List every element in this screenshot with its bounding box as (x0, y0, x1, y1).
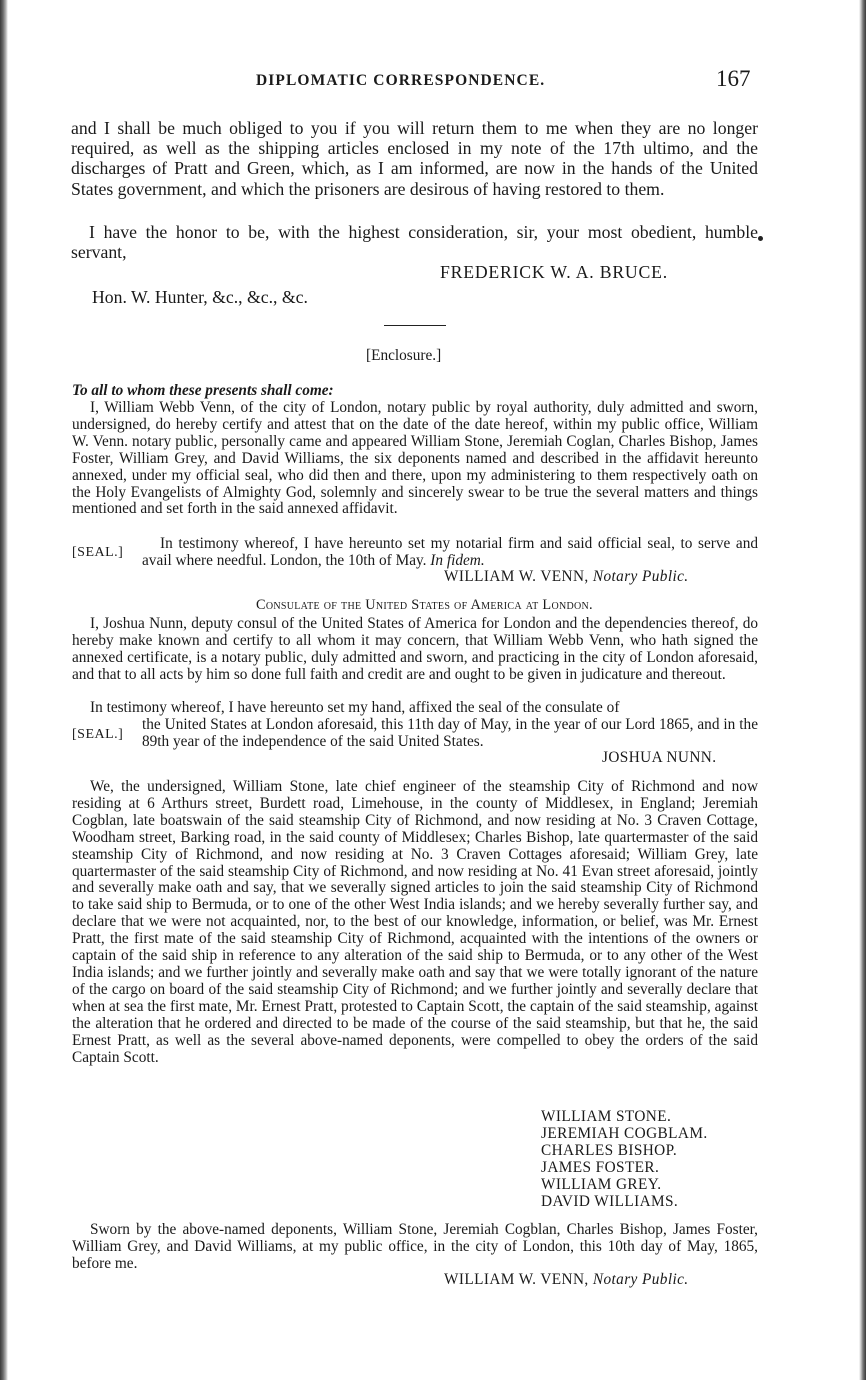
page-number: 167 (716, 66, 751, 91)
letter-signature: FREDERICK W. A. BRUCE. (440, 262, 668, 282)
notary-attestation-text: In testimony whereof, I have hereunto set my notarial firm and said official seal, to serve and avail where needful. London, the 10th of May. (142, 535, 758, 569)
ink-dot (758, 236, 763, 241)
signer-name: CHARLES BISHOP. (541, 1141, 678, 1159)
signer-name: DAVID WILLIAMS. (541, 1192, 679, 1210)
notary-seal-label: [SEAL.] (72, 545, 124, 560)
jurat-signature (444, 1271, 689, 1289)
notary-signature (444, 568, 689, 586)
running-head (0, 66, 866, 96)
consul-attestation-first: In testimony whereof, I have hereunto set my hand, affixed the seal of the consulate of (90, 699, 620, 716)
section-divider (384, 325, 446, 326)
consul-signature: JOSHUA NUNN. (602, 749, 717, 766)
in-fidem: In fidem. (430, 551, 485, 569)
signer-name: JAMES FOSTER. (541, 1158, 660, 1176)
enclosure-label: [Enclosure.] (366, 347, 442, 364)
jurat-text: Sworn by the above-named deponents, William Stone, Jeremiah Cogblan, Charles Bishop, James Foster, William Grey, and David Williams, at my public office, in the city of London, this 10th day of May, 1865, before me. (72, 1221, 758, 1272)
signer-name: WILLIAM GREY. (541, 1175, 662, 1193)
consulate-seal-label: [SEAL.] (72, 727, 124, 742)
notary-certificate: I, William Webb Venn, of the city of London, notary public by royal authority, duly admitted and sworn, undersigned, do hereby certify and attest that on the date of the date hereof, within my public office, William W. Venn. notary public, personally came and appeared William Stone, Jeremiah Coglan, Charles Bishop, James Foster, William Grey, and David Williams, the six deponents named and described in the affidavit hereunto annexed, under my official seal, who did then and there, upon my administering to them respectively oath on the Holy Evangelists of Almighty God, solemnly and sincerely swear to be true the several matters and things mentioned and set forth in the said annexed affidavit. (72, 399, 758, 518)
consulate-heading: Consulate of the United States of America at London. (256, 597, 593, 613)
letter-opening-paragraph: and I shall be much obliged to you if you will return them to me when they are no longer required, as well as the shipping articles enclosed in my note of the 17th ultimo, and the discharges of Pratt and Green, which, as I am informed, are now in the hands of the United States government, and which the prisoners are desirous of having restored to them. (71, 118, 758, 199)
signer-name: WILLIAM STONE. (541, 1108, 672, 1125)
signer-name: JEREMIAH COGBLAM. (541, 1124, 708, 1142)
consul-attestation-rest: the United States at London aforesaid, this 11th day of May, in the year of our Lord 1865, and in the 89th year of the independence of the said United States. (142, 716, 758, 750)
notary-attestation (142, 536, 758, 570)
affidavit-signers (541, 1109, 708, 1210)
running-title: DIPLOMATIC CORRESPONDENCE. (256, 72, 546, 89)
letter-addressee: Hon. W. Hunter, &c., &c., &c. (92, 287, 308, 307)
letter-closing: I have the honor to be, with the highest consideration, sir, your most obedient, humble servant, (71, 222, 758, 263)
enclosure-address-line: To all to whom these presents shall come: (72, 382, 334, 399)
notary-title: Notary Public. (592, 568, 689, 585)
notary-name: WILLIAM W. VENN, (444, 568, 589, 585)
affidavit-text: We, the undersigned, William Stone, late chief engineer of the steamship City of Richmond and now residing at 6 Arthurs street, Burdett road, Limehouse, in the county of Middlesex, in England; Jeremiah Cogblan, late boatswain of the said steamship City of Richmond, and now residing at No. 3 Craven Cottage, Woodham street, Barking road, in the said county of Middlesex; Charles Bishop, late quartermaster of the said steamship City of Richmond, and now residing at No. 3 Craven Cottages aforesaid; William Grey, late quartermaster of the said steamship City of Richmond, and now residing at No. 41 Evan street aforesaid, jointly and severally make oath and say, that we severally signed articles to join the said steamship City of Richmond to take said ship to Bermuda, or to one of the other West India islands; and we hereby severally further say, and declare that we were not acquainted, nor, to the best of our knowledge, information, or belief, was Mr. Ernest Pratt, the first mate of the said steamship City of Richmond, acquainted with the intentions of the owners or captain of the said ship in reference to any alteration of the said ship to Bermuda, or to any other of the West India islands; and we further jointly and severally make oath and say that we were totally ignorant of the nature of the cargo on board of the said steamship City of Richmond; and we further jointly and severally declare that when at sea the first mate, Mr. Ernest Pratt, protested to Captain Scott, the captain of the said steamship, against the alteration that he ordered and directed to be made of the course of the said steamship, but that he, the said Ernest Pratt, as well as the several above-named deponents, were compelled to obey the orders of the said Captain Scott. (72, 778, 758, 1066)
consul-certificate: I, Joshua Nunn, deputy consul of the United States of America for London and the dependencies thereof, do hereby make known and certify to all whom it may concern, that William Webb Venn, who hath signed the annexed certificate, is a notary public, duly admitted and sworn, and practicing in the city of London aforesaid, and that to all acts by him so done full faith and credit are and ought to be given in judicature and thereout. (72, 615, 758, 683)
jurat-notary-title: Notary Public. (592, 1271, 689, 1288)
jurat-notary-name: WILLIAM W. VENN, (444, 1271, 589, 1288)
